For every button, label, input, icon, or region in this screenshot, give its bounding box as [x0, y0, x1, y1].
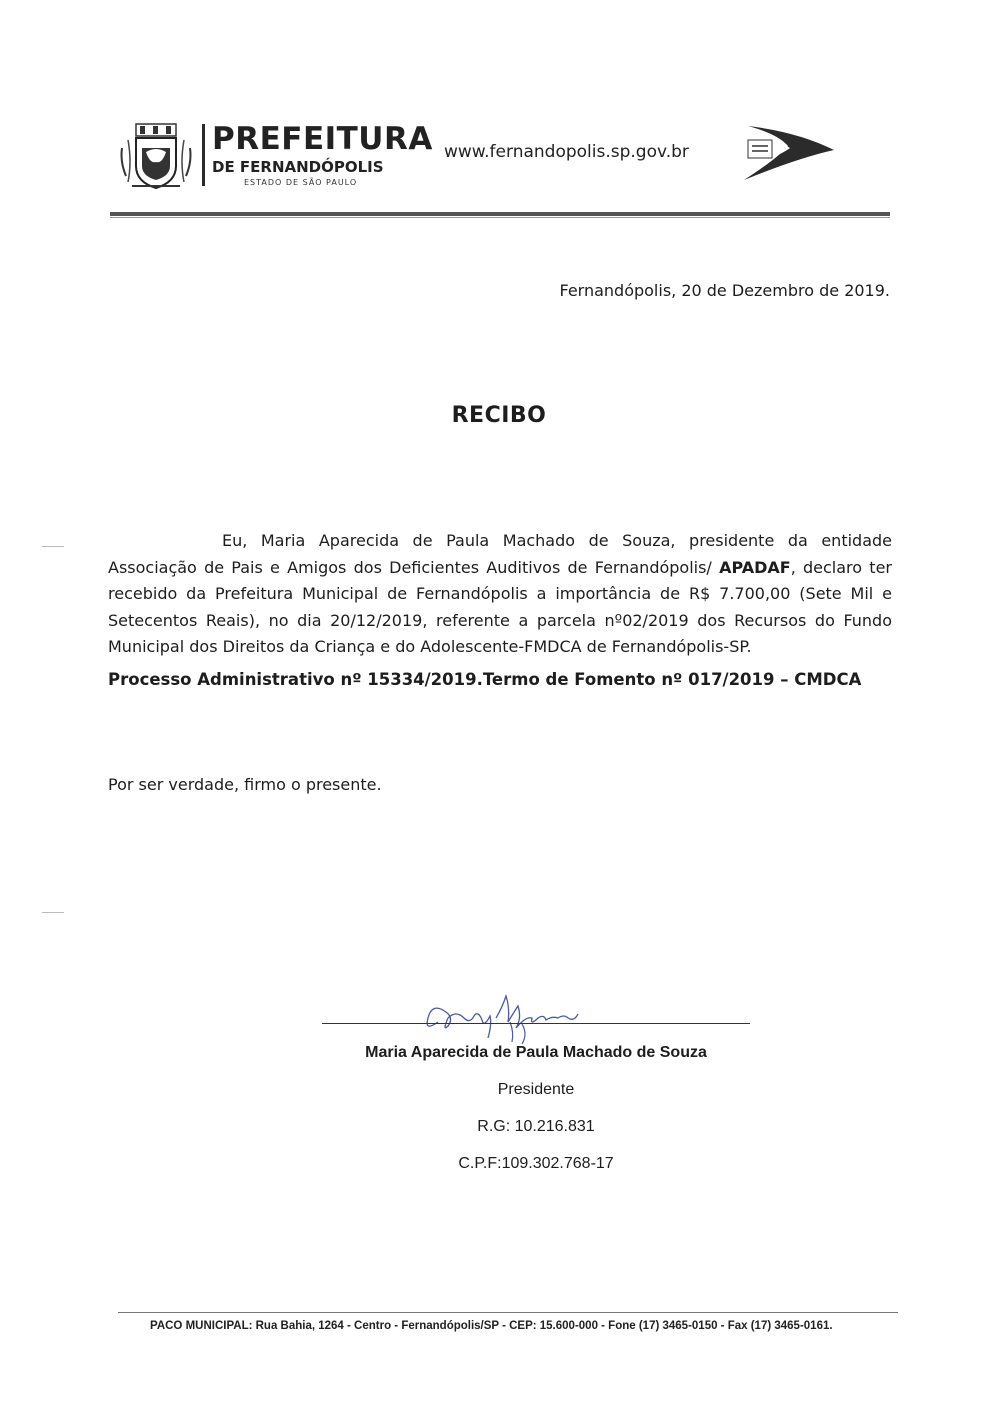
brand-title: PREFEITURA	[212, 121, 433, 157]
footer-rule	[118, 1312, 898, 1313]
document-date: Fernandópolis, 20 de Dezembro de 2019.	[559, 281, 890, 300]
arrow-logo-icon	[738, 118, 838, 182]
website-link[interactable]: www.fernandopolis.sp.gov.br	[444, 142, 689, 162]
header-rule-thin	[110, 217, 890, 218]
scan-mark	[42, 546, 64, 547]
signatory-rg: R.G: 10.216.831	[477, 1118, 595, 1135]
receipt-paragraph	[108, 528, 892, 661]
paragraph-text-start: Eu, Maria Aparecida de Paula Machado de Souza, presidente da entidade Associação de Pais e Amigos dos Deficientes Auditivos de Fernandópolis/	[108, 531, 892, 577]
brand-subtitle: DE FERNANDÓPOLIS	[212, 158, 384, 176]
header-rule	[110, 212, 890, 216]
signatory-cpf: C.P.F:109.302.768-17	[458, 1155, 614, 1172]
brand-state: ESTADO DE SÃO PAULO	[244, 178, 358, 187]
signatory-role: Presidente	[497, 1081, 575, 1098]
closing-statement: Por ser verdade, firmo o presente.	[108, 775, 382, 794]
paragraph-text-end: , declaro ter recebido da Prefeitura Municipal de Fernandópolis a importância de R$ 7.700,00 (Sete Mil e Setecentos Reais), no dia 20/12/2019, referente a parcela nº02/2019 dos Recursos do Fundo Municipal dos Direitos da Criança e do Adolescente-FMDCA de Fernandópolis-SP.	[108, 557, 892, 656]
document-title: RECIBO	[451, 403, 547, 428]
city-crest-icon	[118, 122, 194, 192]
signature-line	[322, 1023, 750, 1024]
scan-mark	[42, 912, 64, 913]
process-reference: Processo Administrativo nº 15334/2019.Termo de Fomento nº 017/2019 – CMDCA	[108, 670, 862, 689]
footer-address: PACO MUNICIPAL: Rua Bahia, 1264 - Centro - Fernandópolis/SP - CEP: 15.600-000 - Fone (17) 3465-0150 - Fax (17) 3465-0161.	[150, 1320, 833, 1332]
paragraph-bold-entity: APADAF	[719, 557, 791, 577]
brand-divider	[202, 124, 205, 186]
handwritten-signature	[418, 988, 588, 1046]
signatory-name: Maria Aparecida de Paula Machado de Souza	[365, 1044, 707, 1061]
